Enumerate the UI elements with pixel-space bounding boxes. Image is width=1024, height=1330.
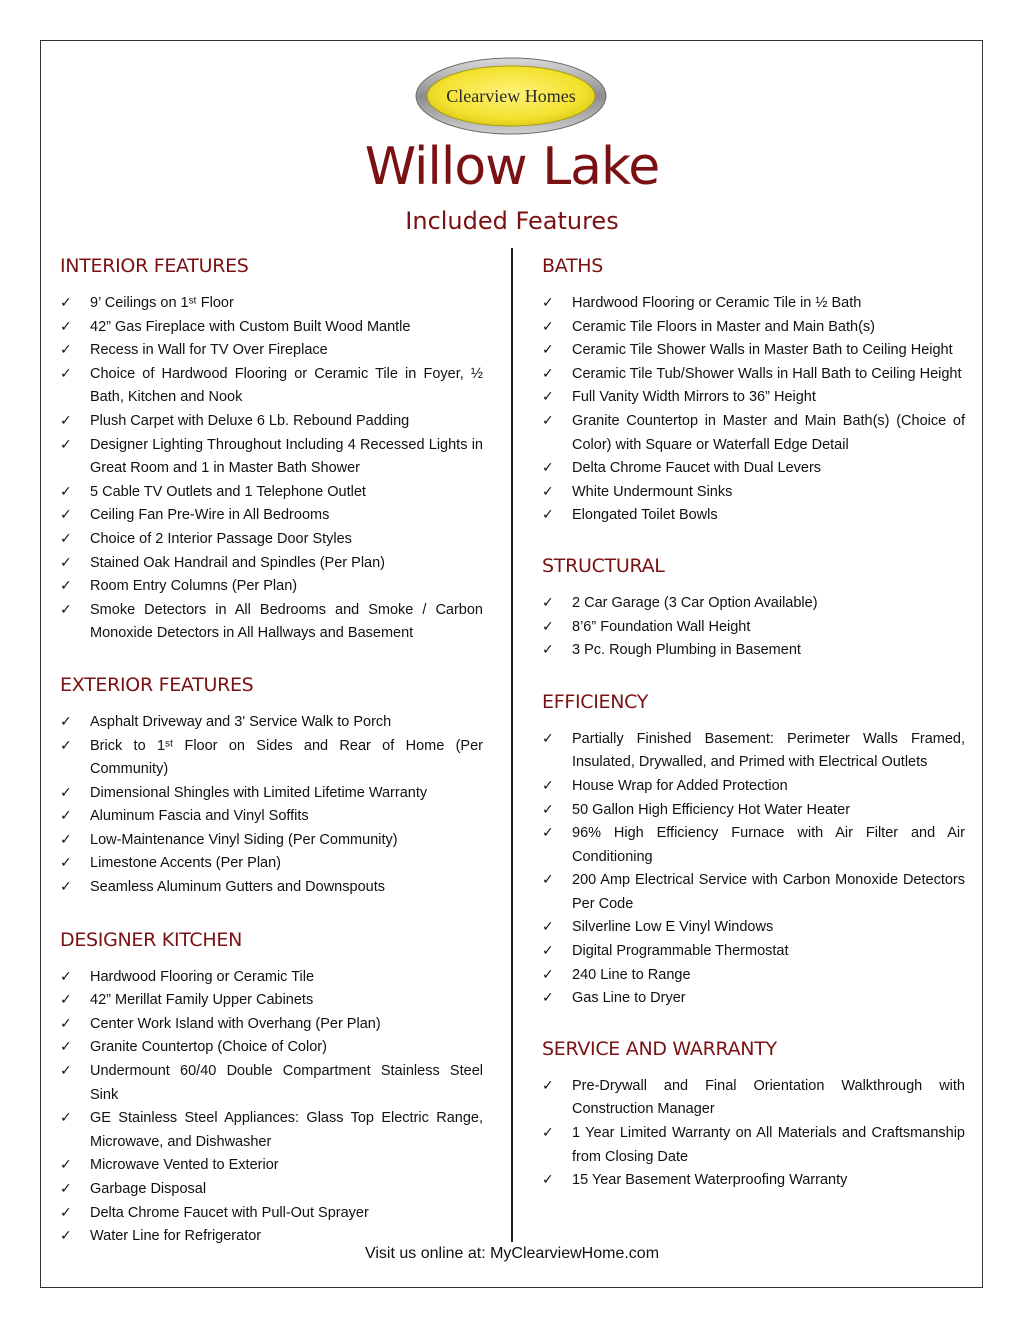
checkmark-icon: ✓ (60, 342, 72, 359)
checkmark-icon: ✓ (542, 825, 554, 842)
section-designer-kitchen (60, 926, 483, 1249)
feature-text: Ceramic Tile Tub/Shower Walls in Hall Bath to Ceiling Height (572, 365, 962, 382)
feature-text: Delta Chrome Faucet with Dual Levers (572, 460, 822, 477)
feature-text: Pre-Drywall and Final Orientation Walkthrough with Construction Manager (572, 1077, 965, 1118)
feature-item (60, 735, 483, 782)
feature-list (542, 592, 965, 663)
feature-text: Elongated Toilet Bowls (572, 507, 718, 524)
feature-text: Delta Chrome Faucet with Pull-Out Sprayer (90, 1204, 369, 1221)
checkmark-icon: ✓ (542, 618, 554, 635)
section-title: EXTERIOR FEATURES (60, 673, 254, 696)
checkmark-icon: ✓ (542, 1172, 554, 1189)
feature-item (60, 552, 483, 576)
feature-text: Undermount 60/40 Double Compartment Stainless Steel Sink (90, 1063, 483, 1103)
checkmark-icon: ✓ (60, 436, 72, 453)
right-column (542, 252, 965, 1193)
checkmark-icon: ✓ (60, 1157, 72, 1174)
feature-text: 8’6” Foundation Wall Height (572, 618, 751, 635)
checkmark-icon: ✓ (542, 801, 554, 818)
checkmark-icon: ✓ (542, 872, 554, 889)
feature-text: 200 Amp Electrical Service with Carbon Monoxide Detectors Per Code (572, 872, 965, 912)
feature-item (60, 1013, 483, 1037)
checkmark-icon: ✓ (542, 919, 554, 936)
section-title: EFFICIENCY (542, 690, 649, 713)
checkmark-icon: ✓ (60, 713, 72, 730)
feature-text: Room Entry Columns (Per Plan) (90, 578, 298, 595)
feature-item (60, 316, 483, 340)
checkmark-icon: ✓ (60, 737, 72, 754)
feature-item (60, 363, 483, 410)
section-structural (542, 552, 965, 663)
feature-list (60, 711, 483, 900)
checkmark-icon: ✓ (60, 879, 72, 896)
feature-item (542, 775, 965, 799)
checkmark-icon: ✓ (542, 1125, 554, 1142)
feature-item (542, 916, 965, 940)
feature-text: Garbage Disposal (90, 1181, 207, 1197)
checkmark-icon: ✓ (60, 1039, 72, 1056)
page-title: Willow Lake (364, 137, 660, 197)
logo-text: Clearview Homes (446, 86, 576, 106)
left-column (60, 252, 483, 1249)
feature-text: 42” Gas Fireplace with Custom Built Wood Mantle (90, 318, 411, 335)
feature-list (542, 1075, 965, 1193)
checkmark-icon: ✓ (60, 1204, 72, 1221)
feature-item (60, 989, 483, 1013)
feature-text: Brick to 1ˢᵗ Floor on Sides and Rear of Home (Per Community) (90, 737, 483, 778)
feature-text: 2 Car Garage (3 Car Option Available) (572, 594, 818, 611)
feature-item (542, 964, 965, 988)
feature-item (542, 799, 965, 823)
checkmark-icon: ✓ (60, 530, 72, 547)
page-subtitle: Included Features (405, 207, 619, 235)
checkmark-icon: ✓ (60, 992, 72, 1009)
column-divider (511, 248, 513, 1242)
feature-item (60, 1202, 483, 1226)
feature-item (60, 1036, 483, 1060)
checkmark-icon: ✓ (60, 1063, 72, 1080)
feature-item (60, 805, 483, 829)
feature-text: 9’ Ceilings on 1ˢᵗ Floor (90, 295, 234, 311)
checkmark-icon: ✓ (542, 389, 554, 406)
feature-item (542, 316, 965, 340)
feature-text: Partially Finished Basement: Perimeter Walls Framed, Insulated, Drywalled, and Primed with Electrical Outlets (572, 730, 965, 771)
feature-item (542, 504, 965, 528)
checkmark-icon: ✓ (542, 777, 554, 794)
feature-text: 240 Line to Range (572, 966, 691, 983)
checkmark-icon: ✓ (60, 554, 72, 571)
feature-text: 15 Year Basement Waterproofing Warranty (572, 1172, 848, 1189)
feature-item (60, 852, 483, 876)
feature-item (542, 987, 965, 1011)
checkmark-icon: ✓ (60, 365, 72, 382)
feature-text: Limestone Accents (Per Plan) (90, 855, 282, 872)
checkmark-icon: ✓ (60, 808, 72, 825)
feature-item (60, 575, 483, 599)
feature-item (542, 1169, 965, 1193)
checkmark-icon: ✓ (542, 342, 554, 359)
feature-list (60, 292, 483, 646)
feature-item (60, 829, 483, 853)
section-interior-features (60, 252, 483, 646)
checkmark-icon: ✓ (60, 318, 72, 335)
feature-item (60, 966, 483, 990)
checkmark-icon: ✓ (542, 295, 554, 311)
feature-item (60, 410, 483, 434)
checkmark-icon: ✓ (60, 968, 72, 985)
feature-text: Digital Programmable Thermostat (572, 943, 789, 960)
feature-item (60, 599, 483, 646)
feature-text: Center Work Island with Overhang (Per Plan) (90, 1015, 381, 1032)
feature-item (542, 728, 965, 775)
feature-text: House Wrap for Added Protection (572, 777, 788, 794)
clearview-homes-logo (414, 56, 608, 136)
feature-text: 50 Gallon High Efficiency Hot Water Heater (572, 801, 851, 818)
section-title: DESIGNER KITCHEN (60, 928, 243, 951)
feature-item (542, 339, 965, 363)
feature-item (542, 616, 965, 640)
feature-text: Seamless Aluminum Gutters and Downspouts (90, 879, 385, 896)
feature-text: 1 Year Limited Warranty on All Materials and Craftsmanship from Closing Date (572, 1125, 965, 1165)
feature-text: Choice of Hardwood Flooring or Ceramic Tile in Foyer, ½ Bath, Kitchen and Nook (90, 365, 483, 406)
checkmark-icon: ✓ (60, 578, 72, 595)
checkmark-icon: ✓ (60, 784, 72, 801)
feature-item (60, 292, 483, 316)
feature-item (60, 1178, 483, 1202)
checkmark-icon: ✓ (60, 1228, 72, 1245)
section-efficiency (542, 688, 965, 1011)
checkmark-icon: ✓ (542, 594, 554, 611)
checkmark-icon: ✓ (542, 966, 554, 983)
feature-text: Aluminum Fascia and Vinyl Soffits (90, 808, 309, 825)
checkmark-icon: ✓ (542, 990, 554, 1007)
feature-item (542, 592, 965, 616)
feature-text: Smoke Detectors in All Bedrooms and Smoke / Carbon Monoxide Detectors in All Hallways and Basement (90, 601, 483, 642)
checkmark-icon: ✓ (542, 483, 554, 500)
feature-item (60, 339, 483, 363)
feature-item (542, 822, 965, 869)
feature-text: Granite Countertop (Choice of Color) (90, 1039, 327, 1056)
feature-item (60, 876, 483, 900)
feature-text: Designer Lighting Throughout Including 4 Recessed Lights in Great Room and 1 in Master Bath Shower (90, 436, 483, 477)
feature-item (60, 528, 483, 552)
feature-item (542, 410, 965, 457)
checkmark-icon: ✓ (542, 507, 554, 524)
feature-item (542, 1075, 965, 1122)
feature-text: Recess in Wall for TV Over Fireplace (90, 342, 328, 359)
checkmark-icon: ✓ (60, 412, 72, 429)
feature-text: Ceramic Tile Floors in Master and Main Bath(s) (572, 318, 875, 335)
feature-item (60, 1060, 483, 1107)
section-title: STRUCTURAL (542, 554, 665, 577)
checkmark-icon: ✓ (542, 730, 554, 747)
section-baths (542, 252, 965, 528)
section-title: SERVICE AND WARRANTY (542, 1037, 777, 1060)
feature-item (60, 782, 483, 806)
feature-text: Dimensional Shingles with Limited Lifetime Warranty (90, 784, 428, 801)
feature-item (60, 711, 483, 735)
feature-text: 42” Merillat Family Upper Cabinets (90, 992, 314, 1009)
feature-text: Full Vanity Width Mirrors to 36” Height (572, 389, 816, 406)
feature-text: 3 Pc. Rough Plumbing in Basement (572, 642, 801, 659)
feature-text: Hardwood Flooring or Ceramic Tile in ½ Bath (572, 295, 862, 311)
checkmark-icon: ✓ (542, 365, 554, 382)
feature-text: White Undermount Sinks (572, 483, 733, 500)
feature-item (60, 481, 483, 505)
checkmark-icon: ✓ (60, 1015, 72, 1032)
checkmark-icon: ✓ (60, 295, 72, 311)
feature-item (542, 1122, 965, 1169)
feature-text: Water Line for Refrigerator (90, 1228, 262, 1245)
feature-text: 5 Cable TV Outlets and 1 Telephone Outlet (90, 483, 366, 500)
section-title: BATHS (542, 255, 604, 277)
feature-item (60, 1154, 483, 1178)
feature-item (542, 869, 965, 916)
feature-item (60, 504, 483, 528)
checkmark-icon: ✓ (542, 412, 554, 429)
feature-item (542, 481, 965, 505)
feature-text: Microwave Vented to Exterior (90, 1157, 279, 1174)
feature-item (60, 434, 483, 481)
checkmark-icon: ✓ (60, 601, 72, 618)
checkmark-icon: ✓ (542, 1077, 554, 1094)
checkmark-icon: ✓ (60, 855, 72, 872)
feature-text: Granite Countertop in Master and Main Bath(s) (Choice of Color) with Square or Waterfall Edge Detail (572, 412, 965, 453)
section-exterior-features (60, 671, 483, 900)
checkmark-icon: ✓ (60, 483, 72, 500)
feature-text: Low-Maintenance Vinyl Siding (Per Community) (90, 831, 398, 848)
checkmark-icon: ✓ (542, 318, 554, 335)
feature-item (60, 1107, 483, 1154)
feature-text: Ceramic Tile Shower Walls in Master Bath to Ceiling Height (572, 342, 953, 359)
feature-item (542, 457, 965, 481)
checkmark-icon: ✓ (542, 642, 554, 659)
checkmark-icon: ✓ (542, 460, 554, 477)
feature-text: Asphalt Driveway and 3' Service Walk to Porch (90, 713, 392, 730)
checkmark-icon: ✓ (60, 1181, 72, 1197)
checkmark-icon: ✓ (60, 507, 72, 524)
feature-list (542, 728, 965, 1011)
feature-item (542, 940, 965, 964)
checkmark-icon: ✓ (60, 831, 72, 848)
feature-text: Hardwood Flooring or Ceramic Tile (90, 968, 315, 985)
feature-text: Silverline Low E Vinyl Windows (572, 919, 774, 936)
feature-item (542, 363, 965, 387)
section-title: INTERIOR FEATURES (60, 255, 249, 277)
footer-website: Visit us online at: MyClearviewHome.com (364, 1245, 660, 1262)
feature-text: Choice of 2 Interior Passage Door Styles (90, 530, 352, 547)
section-service-and-warranty (542, 1035, 965, 1193)
feature-text: Ceiling Fan Pre-Wire in All Bedrooms (90, 507, 330, 524)
feature-text: Gas Line to Dryer (572, 990, 686, 1007)
feature-text: GE Stainless Steel Appliances: Glass Top Electric Range, Microwave, and Dishwasher (90, 1110, 483, 1150)
checkmark-icon: ✓ (542, 943, 554, 960)
feature-item (542, 292, 965, 316)
feature-list (542, 292, 965, 528)
feature-item (542, 639, 965, 663)
feature-text: 96% High Efficiency Furnace with Air Filter and Air Conditioning (572, 825, 965, 865)
feature-item (542, 386, 965, 410)
feature-list (60, 966, 483, 1249)
checkmark-icon: ✓ (60, 1110, 72, 1127)
feature-text: Plush Carpet with Deluxe 6 Lb. Rebound Padding (90, 412, 410, 429)
feature-text: Stained Oak Handrail and Spindles (Per Plan) (90, 554, 385, 571)
